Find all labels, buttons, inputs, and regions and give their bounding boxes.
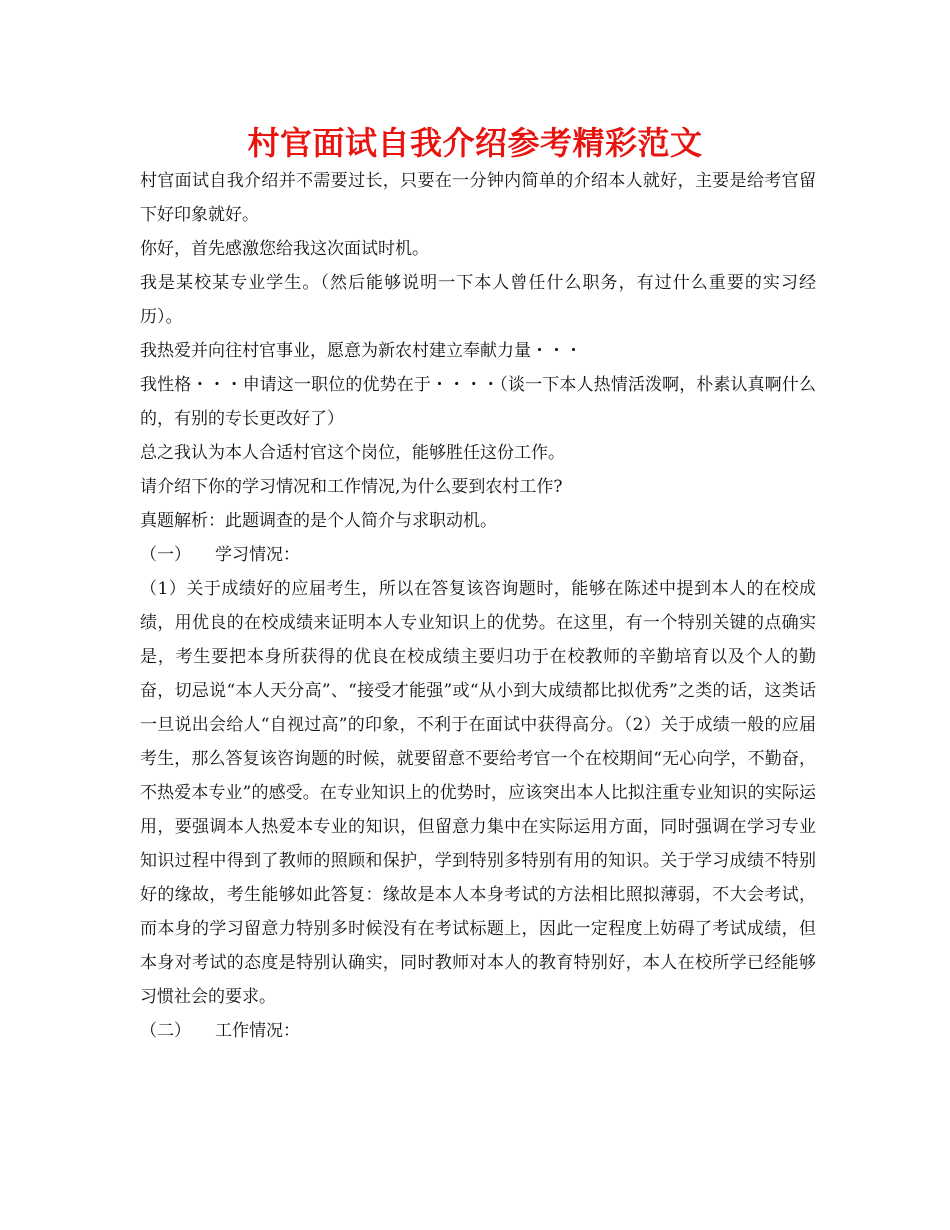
paragraph-study-details: （1）关于成绩好的应届考生，所以在答复该咨询题时，能够在陈述中提到本人的在校成绩，用优良的在校成绩来证明本人专业知识上的优势。在这里，有一个特别关键的点确实是，考生要把本身所获得的优良在校成绩主要归功于在校教师的辛勤培育以及个人的勤奋，切忌说“本人天分高”、“接受才能强”或“从小到大成绩都比拟优秀”之类的话，这类话一旦说出会给人“自视过高”的印象，不利于在面试中获得高分。（2）关于成绩一般的应届考生，那么答复该咨询题的时候，就要留意不要给考官一个在校期间“无心向学，不勤奋，不热爱本专业”的感受。在专业知识上的优势时，应该突出本人比拟注重专业知识的实际运用，要强调本人热爱本专业的知识，但留意力集中在实际运用方面，同时强调在学习专业知识过程中得到了教师的照顾和保护，学到特别多特别有用的知识。关于学习成绩不特别好的缘故，考生能够如此答复：缘故是本人本身考试的方法相比照拟薄弱，不大会考试，而本身的学习留意力特别多时候没有在考试标题上，因此一定程度上妨碍了考试成绩，但本身对考试的态度是特别认确实，同时教师对本人的教育特别好，本人在校所学已经能够习惯社会的要求。 — [140, 579, 816, 1007]
section-label-study: 学习情况： — [215, 545, 300, 565]
paragraph-passion: 我热爱并向往村官事业，愿意为新农村建立奉献力量・・・ — [140, 341, 582, 361]
paragraph-identity: 我是某校某专业学生。（然后能够说明一下本人曾任什么职务，有过什么重要的实习经历）。 — [140, 273, 816, 327]
section-heading-study — [140, 538, 816, 572]
paragraph-strengths: 我性格・・・申请这一职位的优势在于・・・・（谈一下本人热情活泼啊，朴素认真啊什么的，有别的专长更改好了） — [140, 375, 816, 429]
document-title: 村官面试自我介绍参考精彩范文 — [247, 124, 703, 162]
paragraph-question: 请介绍下你的学习情况和工作情况,为什么要到农村工作? — [140, 477, 563, 497]
paragraph-analysis: 真题解析：此题调查的是个人简介与求职动机。 — [140, 511, 497, 531]
section-label-work: 工作情况： — [215, 1021, 300, 1041]
paragraph-intro: 村官面试自我介绍并不需要过长，只要在一分钟内简单的介绍本人就好，主要是给考官留下好印象就好。 — [140, 171, 816, 225]
section-heading-work — [140, 1014, 816, 1048]
section-marker-study: （一） — [140, 545, 191, 565]
paragraph-greeting: 你好，首先感激您给我这次面试时机。 — [140, 239, 429, 259]
section-marker-work: （二） — [140, 1021, 191, 1041]
document-body — [140, 164, 816, 1048]
paragraph-conclusion: 总之我认为本人合适村官这个岗位，能够胜任这份工作。 — [140, 443, 565, 463]
